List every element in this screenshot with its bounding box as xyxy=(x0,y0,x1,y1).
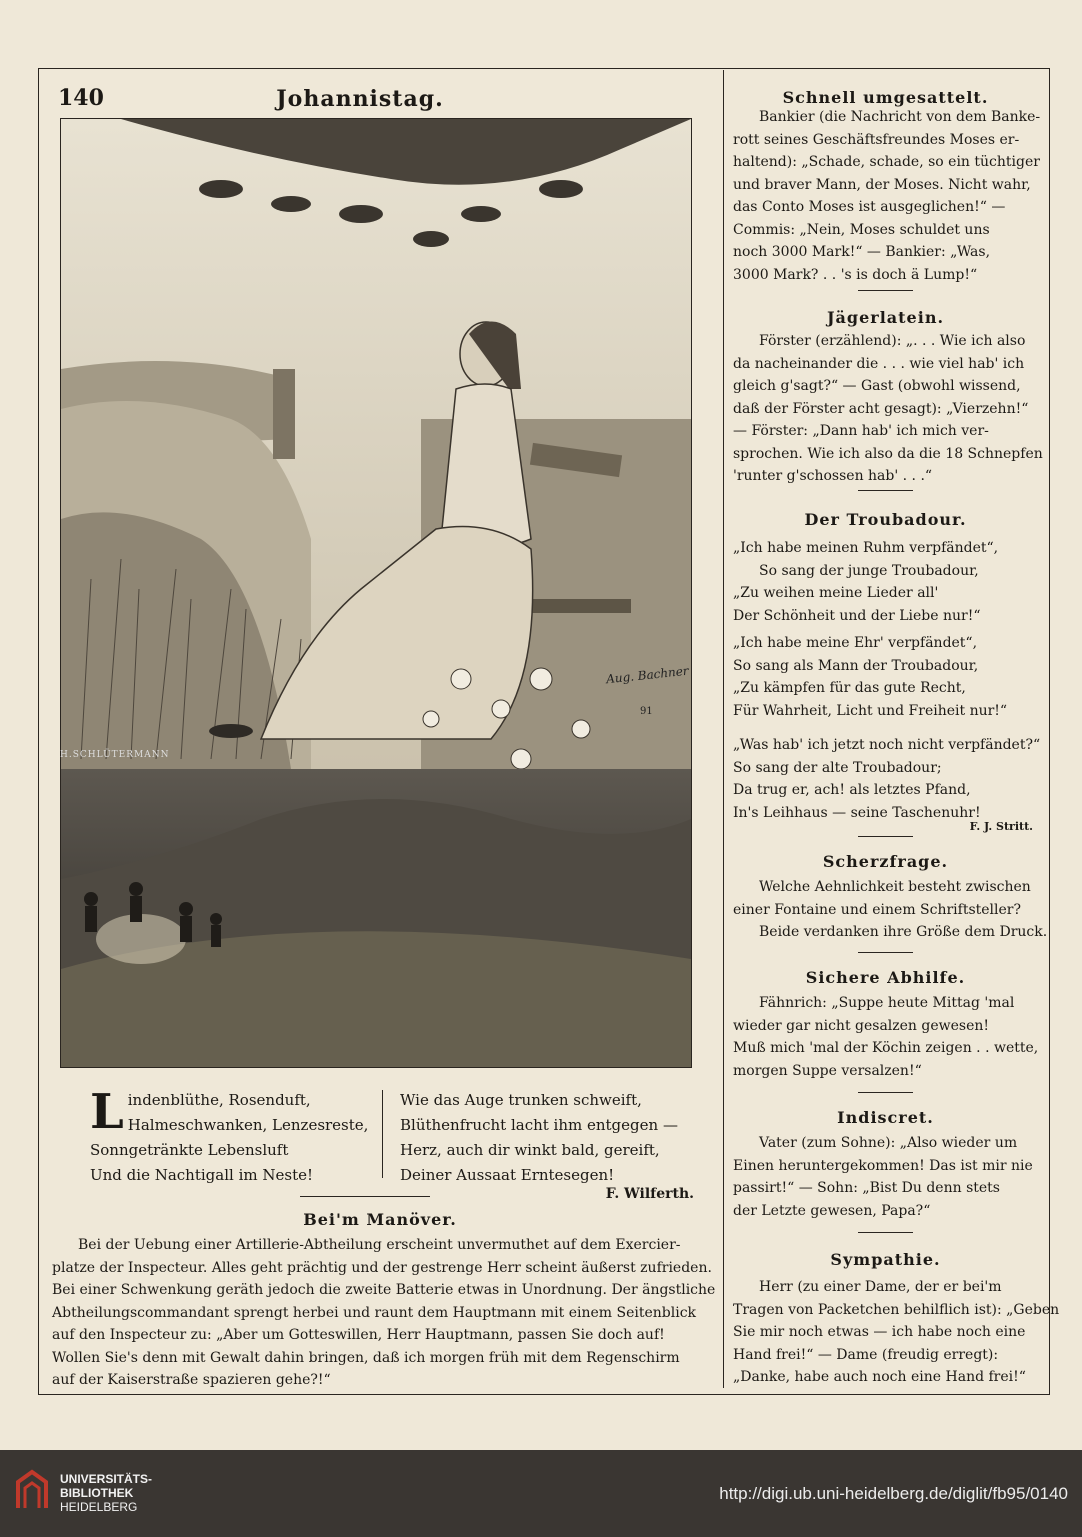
verse-line: So sang der junge Troubadour, xyxy=(759,562,979,579)
text-line: rott seines Geschäftsfreundes Moses er- xyxy=(733,131,1020,148)
text-line: 'runter g'schossen hab' . . .“ xyxy=(733,468,933,484)
artist-signature-year: 91 xyxy=(640,706,653,717)
library-name-line: BIBLIOTHEK xyxy=(60,1486,134,1500)
manoever-text xyxy=(52,1234,716,1392)
text-line: auf den Inspecteur zu: „Aber um Gotteswillen, Herr Hauptmann, passen Sie doch auf! xyxy=(52,1327,665,1343)
text-line: Bei der Uebung einer Artillerie-Abtheilung erscheint unvermuthet auf dem Exercier- xyxy=(78,1237,681,1253)
poem-line: Blüthenfrucht lacht ihm entgegen — xyxy=(400,1116,678,1134)
text-line: gleich g'sagt?“ — Gast (obwohl wissend, xyxy=(733,378,1021,394)
text-line: das Conto Moses ist ausgeglichen!“ — xyxy=(733,199,1006,215)
poem-line: Herz, auch dir winkt bald, gereift, xyxy=(400,1141,660,1159)
illustration-drawing xyxy=(61,119,691,1067)
wayside-shrine xyxy=(273,369,295,459)
text-line: haltend): „Schade, schade, so ein tüchtiger xyxy=(733,154,1040,170)
text-line: „Danke, habe auch noch eine Hand frei!“ xyxy=(733,1369,1026,1385)
section-title-scherz: Scherzfrage. xyxy=(822,852,949,871)
sympathie-text xyxy=(733,1276,1060,1389)
verse-line: „Zu kämpfen für das gute Recht, xyxy=(733,680,966,696)
poem-separator xyxy=(382,1090,383,1178)
verse-line: „Zu weihen meine Lieder all' xyxy=(733,585,939,601)
section-rule xyxy=(858,1092,913,1093)
text-line: sprochen. Wie ich also da die 18 Schnepfen xyxy=(733,445,1043,462)
verse-line: „Ich habe meinen Ruhm verpfändet“, xyxy=(733,540,999,556)
verse-line: So sang als Mann der Troubadour, xyxy=(733,657,979,674)
poem-dropcap: L xyxy=(90,1084,124,1140)
girl-shoe xyxy=(209,724,253,738)
section-rule xyxy=(858,952,913,953)
artist-signature: Aug. Bachner xyxy=(605,663,690,687)
text-line: Bankier (die Nachricht von dem Banke- xyxy=(759,109,1041,125)
library-name-line: UNIVERSITÄTS- xyxy=(60,1472,153,1486)
section-title-manoever: Bei'm Manöver. xyxy=(303,1210,457,1229)
page-number: 140 xyxy=(58,85,104,111)
poem-line: Wie das Auge trunken schweift, xyxy=(400,1091,642,1109)
text-line: platze der Inspecteur. Alles geht prächtig und der gestrenge Herr scheint äußerst zufrieden. xyxy=(52,1259,712,1276)
abhilfe-text xyxy=(733,992,1038,1082)
schnell-text xyxy=(733,106,1041,286)
scherz-text xyxy=(733,876,1048,944)
poem-author: F. Wilferth. xyxy=(605,1186,694,1202)
text-line: Beide verdanken ihre Größe dem Druck. xyxy=(759,924,1048,940)
text-line: Welche Aehnlichkeit besteht zwischen xyxy=(759,879,1031,895)
jaeger-text xyxy=(733,330,1043,488)
section-title-jaeger: Jägerlatein. xyxy=(826,308,945,327)
text-line: Hand frei!“ — Dame (freudig erregt): xyxy=(733,1346,999,1363)
library-name[interactable] xyxy=(60,1472,152,1514)
section-rule xyxy=(858,836,913,837)
section-rule xyxy=(858,290,913,291)
section-rule xyxy=(858,490,913,491)
illustration-girl-on-bench xyxy=(60,118,692,1068)
bench-seat xyxy=(521,599,631,613)
verse-line: Für Wahrheit, Licht und Freiheit nur!“ xyxy=(733,702,1008,719)
section-title-abhilfe: Sichere Abhilfe. xyxy=(805,968,966,987)
text-line: der Letzte gewesen, Papa?“ xyxy=(733,1202,931,1219)
section-rule xyxy=(858,1232,913,1233)
library-name-line: HEIDELBERG xyxy=(60,1500,138,1514)
text-line: Fähnrich: „Suppe heute Mittag 'mal xyxy=(759,995,1015,1011)
text-line: Sie mir noch etwas — ich habe noch eine xyxy=(733,1324,1026,1340)
section-title-sympathie: Sympathie. xyxy=(830,1250,941,1269)
engraver-mark: H.SCHLÜTERMANN xyxy=(60,750,170,760)
poem-right-column xyxy=(400,1088,700,1188)
troubadour-poem xyxy=(733,734,1041,824)
text-line: Förster (erzählend): „. . . Wie ich also xyxy=(759,333,1026,349)
troubadour-poem xyxy=(733,537,1038,627)
troubadour-author: F. J. Stritt. xyxy=(969,820,1033,833)
section-rule xyxy=(300,1196,430,1197)
text-line: wieder gar nicht gesalzen gewesen! xyxy=(733,1017,990,1034)
text-line: morgen Suppe versalzen!“ xyxy=(733,1062,922,1079)
text-line: Vater (zum Sohne): „Also wieder um xyxy=(759,1135,1018,1151)
text-line: Muß mich 'mal der Köchin zeigen . . wette, xyxy=(733,1040,1039,1056)
text-line: — Förster: „Dann hab' ich mich ver- xyxy=(733,423,989,439)
section-title-indiscret: Indiscret. xyxy=(837,1108,934,1127)
verse-line: „Was hab' ich jetzt noch nicht verpfändet?“ xyxy=(733,737,1041,753)
section-title-troubadour: Der Troubadour. xyxy=(804,510,967,529)
text-line: Commis: „Nein, Moses schuldet uns xyxy=(733,221,990,238)
viewer-footer xyxy=(0,1450,1082,1537)
verse-line: So sang der alte Troubadour; xyxy=(733,759,942,776)
poem-line: indenblüthe, Rosenduft, xyxy=(127,1091,311,1109)
text-line: Abtheilungscommandant sprengt herbei und raunt dem Hauptmann mit einem Seitenblick xyxy=(52,1304,697,1321)
text-line: Einen heruntergekommen! Das ist mir nie xyxy=(733,1157,1033,1174)
verse-line: In's Leihhaus — seine Taschenuhr! xyxy=(733,804,981,821)
text-line: da nacheinander die . . . wie viel hab' ich xyxy=(733,355,1025,372)
text-line: noch 3000 Mark!“ — Bankier: „Was, xyxy=(733,244,991,260)
permalink-url[interactable]: http://digi.ub.uni-heidelberg.de/diglit/fb95/0140 xyxy=(719,1484,1068,1503)
text-line: einer Fontaine und einem Schriftsteller? xyxy=(733,901,1021,918)
indiscret-text xyxy=(733,1132,1038,1222)
page-title: Johannistag. xyxy=(276,86,444,112)
text-line: 3000 Mark? . . 's is doch ä Lump!“ xyxy=(733,266,978,283)
section-title-schnell: Schnell umgesattelt. xyxy=(782,88,989,107)
text-line: Herr (zu einer Dame, der er bei'm xyxy=(759,1279,1002,1295)
poem-line: Sonngetränkte Lebensluft xyxy=(90,1141,289,1159)
text-line: und braver Mann, der Moses. Nicht wahr, xyxy=(733,176,1031,193)
verse-line: Der Schönheit und der Liebe nur!“ xyxy=(733,607,981,624)
poem-line: Halmeschwanken, Lenzesreste, xyxy=(127,1116,369,1134)
poem-left-column xyxy=(90,1084,380,1188)
text-line: Tragen von Packetchen behilflich ist): „Geben xyxy=(733,1301,1060,1318)
verse-line: Da trug er, ach! als letztes Pfand, xyxy=(733,782,971,798)
text-line: auf der Kaiserstraße spazieren gehe?!“ xyxy=(52,1372,331,1388)
text-line: Wollen Sie's denn mit Gewalt dahin bringen, daß ich morgen früh mit dem Regenschirm xyxy=(52,1349,680,1366)
text-line: daß der Förster acht gesagt): „Vierzehn!“ xyxy=(733,400,1029,417)
text-line: Bei einer Schwenkung geräth jedoch die zweite Batterie etwas in Unordnung. Der ängstliche xyxy=(52,1282,716,1298)
poem-line: Deiner Aussaat Erntesegen! xyxy=(400,1166,615,1184)
column-divider xyxy=(723,70,724,1388)
troubadour-poem xyxy=(733,632,1038,722)
text-line: passirt!“ — Sohn: „Bist Du denn stets xyxy=(733,1180,1000,1196)
poem-line: Und die Nachtigall im Neste! xyxy=(90,1166,314,1184)
verse-line: „Ich habe meine Ehr' verpfändet“, xyxy=(733,635,978,651)
university-library-logo-icon xyxy=(14,1468,50,1514)
